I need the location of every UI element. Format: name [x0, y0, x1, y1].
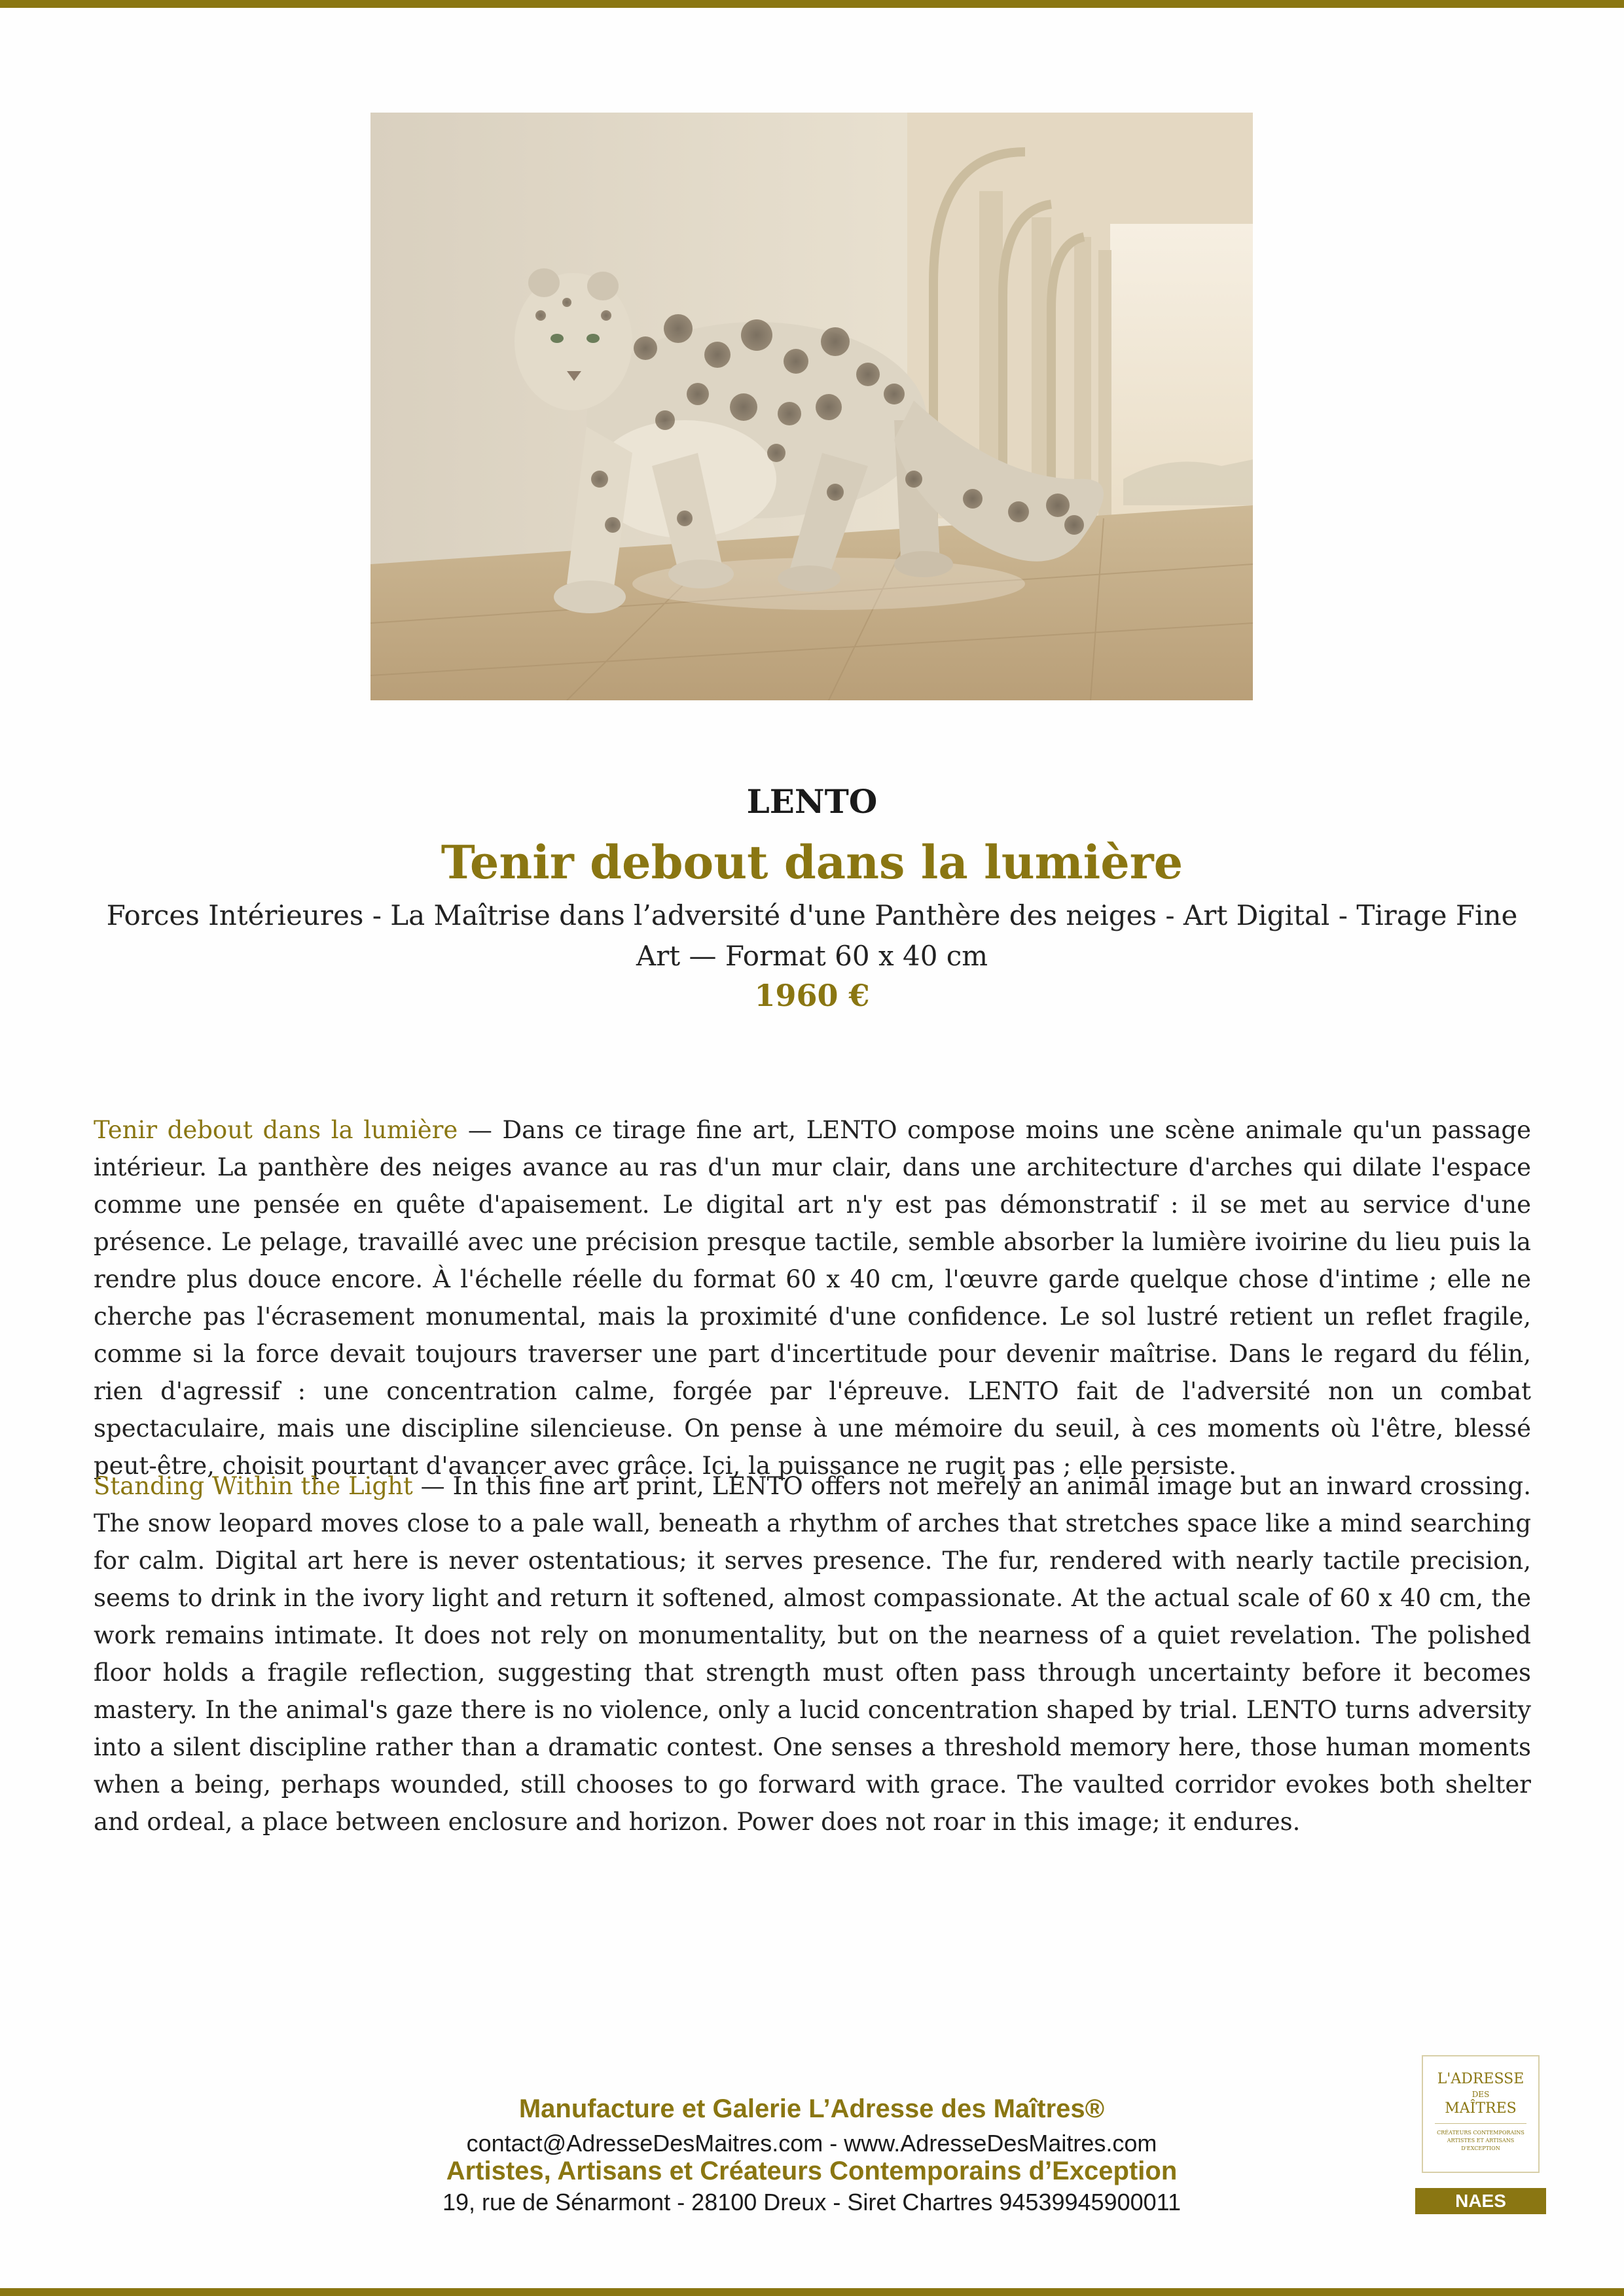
footer-address: 19, rue de Sénarmont - 28100 Dreux - Siret Chartres 94539945900011	[442, 2189, 1182, 2215]
artwork-title: Tenir debout dans la lumière	[441, 835, 1183, 889]
artwork-price: 1960 €	[754, 978, 870, 1013]
bottom-border	[0, 2288, 1624, 2296]
logo-line-2: DES	[1471, 2090, 1490, 2099]
top-border	[0, 0, 1624, 8]
description-english	[94, 1467, 1531, 1840]
artwork-subtitle: Forces Intérieures - La Maîtrise dans l’adversité d'une Panthère des neiges - Art Digital - Tirage Fine Art — Format 60 x 40 cm	[106, 899, 1518, 972]
naes-badge: NAES	[1415, 2188, 1546, 2214]
logo-divider	[1435, 2123, 1526, 2124]
snow-leopard-artwork-icon	[370, 113, 1253, 700]
description-french-lead: Tenir debout dans la lumière	[94, 1116, 458, 1144]
footer-contact: contact@AdresseDesMaitres.com - www.AdresseDesMaitres.com	[466, 2130, 1157, 2157]
gallery-logo	[1422, 2055, 1540, 2173]
logo-line-1: L'ADRESSE	[1437, 2071, 1525, 2087]
artist-name: LENTO	[746, 782, 878, 821]
footer-tagline: Artistes, Artisans et Créateurs Contemporains d’Exception	[446, 2157, 1178, 2185]
description-english-lead: Standing Within the Light	[94, 1472, 413, 1500]
description-french-text: — Dans ce tirage fine art, LENTO compose moins une scène animale qu'un passage intérieur. La panthère des neiges avance au ras d'un mur clair, dans une architecture d'arches qui dilate l'espace comme une pensée en quête d'apaisement. Le digital art n'y est pas démonstratif : il se met au service d'une présence. Le pelage, travaillé avec une précision presque tactile, semble absorber la lumière ivoirine du lieu puis la rendre plus douce encore. À l'échelle réelle du format 60 x 40 cm, l'œuvre garde quelque chose d'intime ; elle ne cherche pas l'écrasement monumental, mais la proximité d'une confidence. Le sol lustré retient un reflet fragile, comme si la force devait toujours traverser une part d'incertitude pour devenir maîtrise. Dans le regard du félin, rien d'agressif : une concentration calme, forgée par l'épreuve. LENTO fait de l'adversité non un combat spectaculaire, mais une discipline silencieuse. On pense à une mémoire du seuil, à ces moments où l'être, blessé peut-être, choisit pourtant d'avancer avec grâce. Ici, la puissance ne rugit pas ; elle persiste.	[94, 1116, 1531, 1480]
footer-company: Manufacture et Galerie L’Adresse des Maîtres®	[518, 2094, 1105, 2123]
logo-line-4: CRÉATEURS CONTEMPORAINS ARTISTES ET ARTISANS D'EXCEPTION	[1437, 2130, 1525, 2151]
logo-line-3: MAÎTRES	[1445, 2100, 1517, 2117]
description-french	[94, 1111, 1531, 1484]
description-english-text: — In this fine art print, LENTO offers not merely an animal image but an inward crossing. The snow leopard moves close to a pale wall, beneath a rhythm of arches that stretches space like a mind searching for calm. Digital art here is never ostentatious; it serves presence. The fur, rendered with nearly tactile precision, seems to drink in the ivory light and return it softened, almost compassionate. At the actual scale of 60 x 40 cm, the work remains intimate. It does not rely on monumentality, but on the nearness of a quiet revelation. The polished floor holds a fragile reflection, suggesting that strength must often pass through uncertainty before it becomes mastery. In the animal's gaze there is no violence, only a lucid concentration shaped by trial. LENTO turns adversity into a silent discipline rather than a dramatic contest. One senses a threshold memory here, those human moments when a being, perhaps wounded, still chooses to go forward with grace. The vaulted corridor evokes both shelter and ordeal, a place between enclosure and horizon. Power does not roar in this image; it endures.	[94, 1472, 1531, 1836]
artwork-image	[370, 113, 1253, 700]
